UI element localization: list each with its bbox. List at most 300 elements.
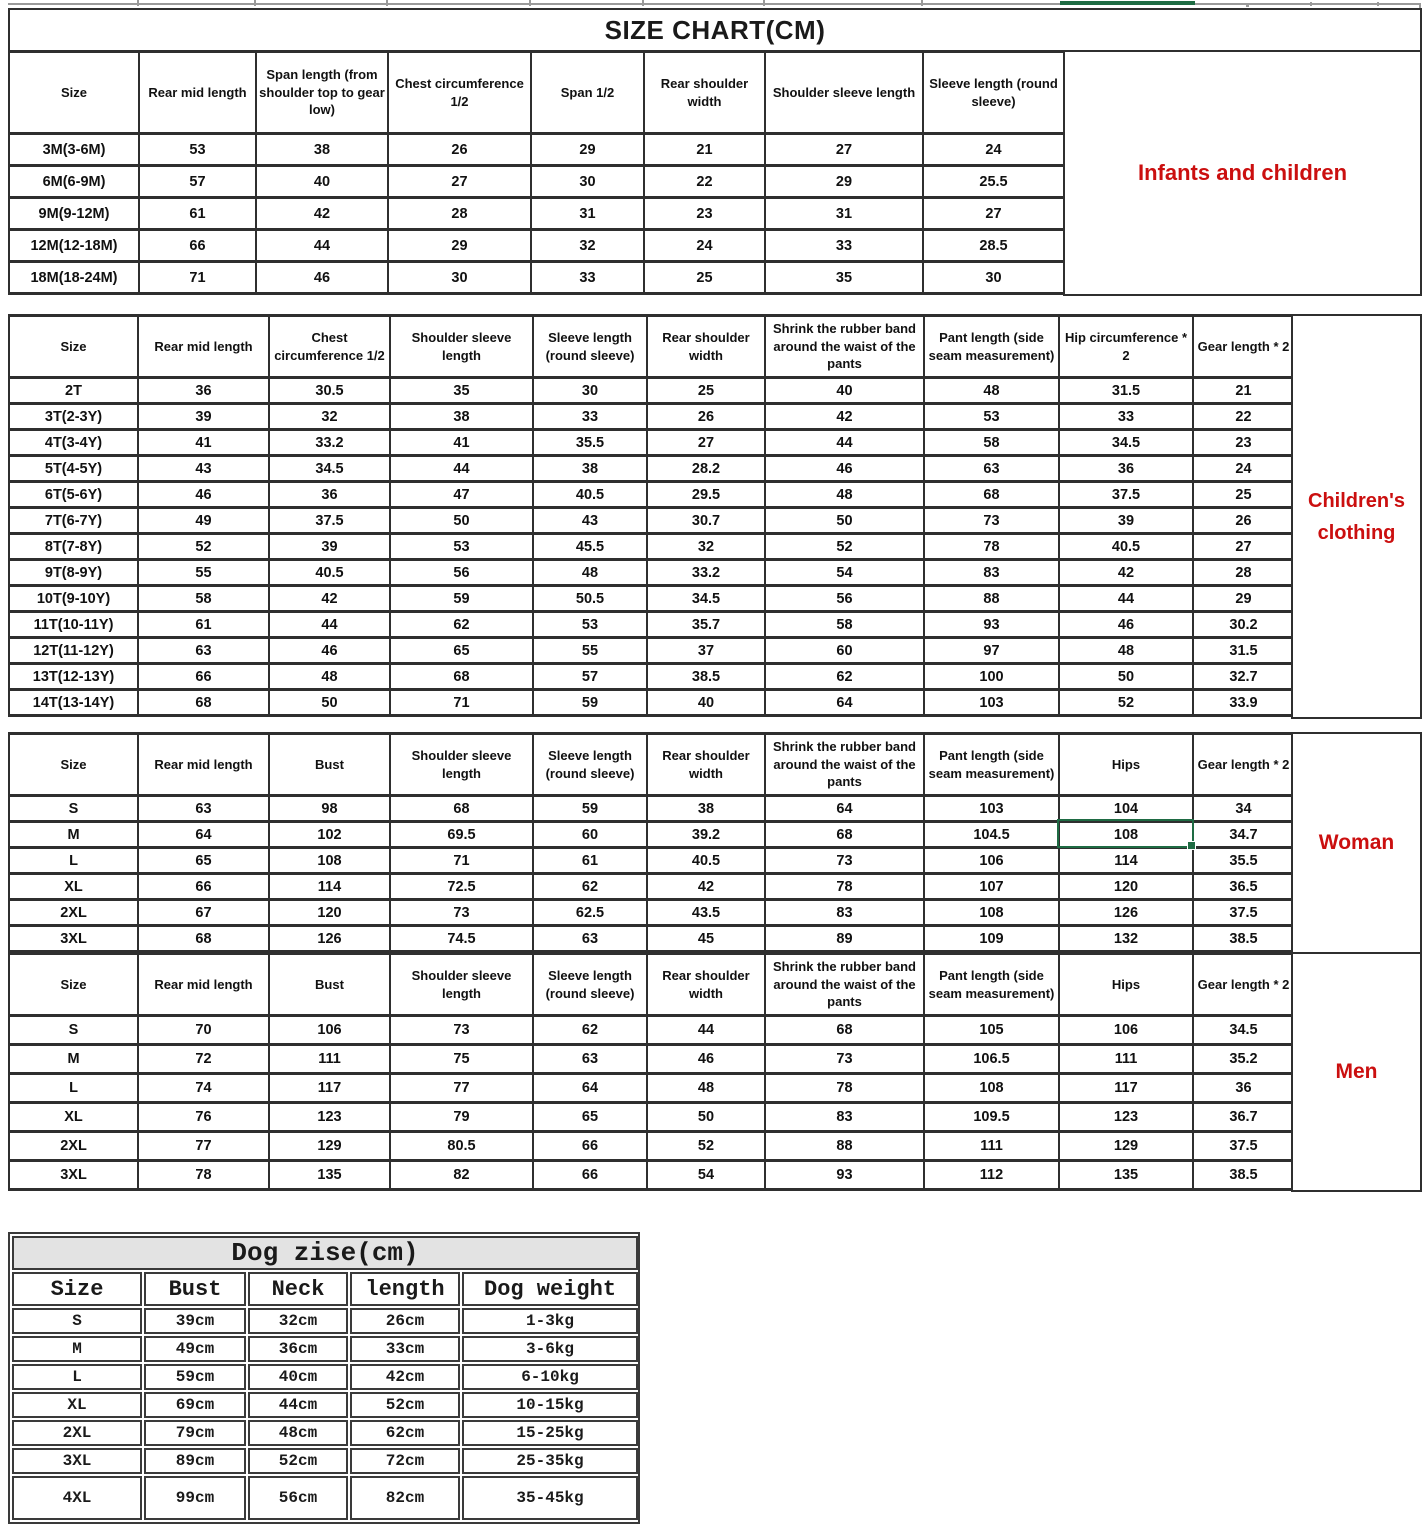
column-header: Shrink the rubber band around the waist of the pants: [765, 316, 924, 378]
value-cell: 36.5: [1193, 874, 1294, 900]
size-cell: S: [9, 796, 138, 822]
column-header: Sleeve length (round sleeve): [923, 52, 1064, 134]
value-cell: 34.5: [1059, 430, 1193, 456]
data-row: [12, 1336, 638, 1362]
value-cell: 37.5: [1059, 482, 1193, 508]
value-cell: 28.5: [923, 230, 1064, 262]
value-cell: 61: [138, 612, 269, 638]
value-cell: 112: [924, 1161, 1059, 1190]
value-cell: 15-25kg: [462, 1420, 638, 1446]
value-cell: 65: [533, 1103, 647, 1132]
value-cell: 63: [924, 456, 1059, 482]
value-cell: 38: [647, 796, 765, 822]
value-cell: 74: [138, 1074, 269, 1103]
size-cell: 6T(5-6Y): [9, 482, 138, 508]
grid-tick: [386, 0, 388, 6]
column-header: Dog weight: [462, 1272, 638, 1306]
size-cell: L: [12, 1364, 142, 1390]
grid-tick: [254, 0, 256, 6]
column-header: Size: [12, 1272, 142, 1306]
value-cell: 117: [269, 1074, 390, 1103]
value-cell: 120: [269, 900, 390, 926]
value-cell: 48cm: [248, 1420, 348, 1446]
value-cell: 48: [533, 560, 647, 586]
value-cell: 74.5: [390, 926, 533, 952]
data-row: [9, 664, 1294, 690]
value-cell: 55: [533, 638, 647, 664]
value-cell: 44: [647, 1016, 765, 1045]
value-cell: 117: [1059, 1074, 1193, 1103]
value-cell: 71: [390, 848, 533, 874]
value-cell: 108: [1059, 822, 1193, 848]
value-cell: 30.2: [1193, 612, 1294, 638]
value-cell: 89cm: [144, 1448, 246, 1474]
column-header: Gear length * 2: [1193, 954, 1294, 1016]
value-cell: 65: [138, 848, 269, 874]
value-cell: 88: [924, 586, 1059, 612]
column-header: Rear mid length: [138, 734, 269, 796]
size-cell: 2XL: [9, 1132, 138, 1161]
value-cell: 88: [765, 1132, 924, 1161]
value-cell: 40.5: [647, 848, 765, 874]
value-cell: 26: [647, 404, 765, 430]
value-cell: 100: [924, 664, 1059, 690]
size-cell: XL: [9, 874, 138, 900]
value-cell: 46: [256, 262, 388, 294]
size-cell: 9M(9-12M): [9, 198, 139, 230]
data-row: [12, 1420, 638, 1446]
size-cell: XL: [9, 1103, 138, 1132]
value-cell: 25: [644, 262, 765, 294]
column-header: Shoulder sleeve length: [390, 954, 533, 1016]
size-cell: 8T(7-8Y): [9, 534, 138, 560]
size-cell: XL: [12, 1392, 142, 1418]
value-cell: 34.5: [647, 586, 765, 612]
value-cell: 32: [269, 404, 390, 430]
value-cell: 66: [139, 230, 256, 262]
size-cell: 14T(13-14Y): [9, 690, 138, 716]
grid-tick: [921, 0, 923, 6]
size-cell: 3XL: [12, 1448, 142, 1474]
value-cell: 109.5: [924, 1103, 1059, 1132]
value-cell: 64: [138, 822, 269, 848]
value-cell: 33: [531, 262, 644, 294]
size-cell: 9T(8-9Y): [9, 560, 138, 586]
value-cell: 68: [765, 822, 924, 848]
value-cell: 77: [138, 1132, 269, 1161]
value-cell: 56: [390, 560, 533, 586]
value-cell: 39.2: [647, 822, 765, 848]
data-row: [9, 404, 1294, 430]
value-cell: 31: [531, 198, 644, 230]
column-header: Pant length (side seam measurement): [924, 734, 1059, 796]
column-header: Shoulder sleeve length: [765, 52, 923, 134]
value-cell: 38.5: [647, 664, 765, 690]
size-cell: 3M(3-6M): [9, 134, 139, 166]
value-cell: 63: [138, 638, 269, 664]
data-row: [9, 508, 1294, 534]
data-row: [12, 1308, 638, 1334]
value-cell: 49: [138, 508, 269, 534]
woman-label: [1291, 732, 1422, 954]
value-cell: 33: [533, 404, 647, 430]
value-cell: 34.5: [269, 456, 390, 482]
page-title: SIZE CHART(CM): [8, 8, 1422, 52]
value-cell: 40.5: [1059, 534, 1193, 560]
value-cell: 78: [138, 1161, 269, 1190]
value-cell: 32: [531, 230, 644, 262]
value-cell: 35: [765, 262, 923, 294]
column-header: Gear length * 2: [1193, 734, 1294, 796]
value-cell: 108: [924, 900, 1059, 926]
value-cell: 30: [531, 166, 644, 198]
value-cell: 68: [765, 1016, 924, 1045]
value-cell: 66: [138, 874, 269, 900]
men-label: [1291, 952, 1422, 1192]
value-cell: 29: [531, 134, 644, 166]
size-cell: L: [9, 1074, 138, 1103]
column-header: Rear shoulder width: [644, 52, 765, 134]
value-cell: 50: [765, 508, 924, 534]
value-cell: 30: [388, 262, 531, 294]
value-cell: 114: [1059, 848, 1193, 874]
value-cell: 22: [1193, 404, 1294, 430]
data-row: [9, 1132, 1294, 1161]
value-cell: 80.5: [390, 1132, 533, 1161]
size-cell: 3XL: [9, 926, 138, 952]
value-cell: 62: [533, 874, 647, 900]
data-row: [9, 638, 1294, 664]
column-header: Sleeve length (round sleeve): [533, 954, 647, 1016]
data-row: [9, 456, 1294, 482]
value-cell: 44: [256, 230, 388, 262]
size-cell: 11T(10-11Y): [9, 612, 138, 638]
value-cell: 28: [1193, 560, 1294, 586]
value-cell: 105: [924, 1016, 1059, 1045]
value-cell: 123: [269, 1103, 390, 1132]
size-cell: 3T(2-3Y): [9, 404, 138, 430]
data-row: [9, 378, 1294, 404]
size-cell: S: [9, 1016, 138, 1045]
value-cell: 53: [390, 534, 533, 560]
value-cell: 76: [138, 1103, 269, 1132]
value-cell: 106.5: [924, 1045, 1059, 1074]
value-cell: 31.5: [1059, 378, 1193, 404]
value-cell: 35.2: [1193, 1045, 1294, 1074]
value-cell: 31: [765, 198, 923, 230]
value-cell: 38: [256, 134, 388, 166]
value-cell: 46: [765, 456, 924, 482]
column-header: Shrink the rubber band around the waist of the pants: [765, 734, 924, 796]
value-cell: 26cm: [350, 1308, 460, 1334]
value-cell: 6-10kg: [462, 1364, 638, 1390]
value-cell: 52: [647, 1132, 765, 1161]
value-cell: 73: [390, 1016, 533, 1045]
value-cell: 36: [138, 378, 269, 404]
value-cell: 59: [533, 796, 647, 822]
value-cell: 24: [644, 230, 765, 262]
dog-table-frame: [8, 1232, 640, 1524]
column-header: Pant length (side seam measurement): [924, 954, 1059, 1016]
value-cell: 38: [390, 404, 533, 430]
data-row: [9, 874, 1294, 900]
value-cell: 103: [924, 796, 1059, 822]
value-cell: 41: [390, 430, 533, 456]
data-row: [9, 1161, 1294, 1190]
men-table: [8, 952, 1295, 1191]
value-cell: 63: [533, 1045, 647, 1074]
column-header: Bust: [144, 1272, 246, 1306]
value-cell: 50.5: [533, 586, 647, 612]
children-label: [1291, 314, 1422, 719]
data-row: [9, 230, 1064, 262]
column-header: Size: [9, 734, 138, 796]
header-row: [9, 52, 1064, 134]
grid-tick: [642, 0, 644, 6]
size-cell: 10T(9-10Y): [9, 586, 138, 612]
woman-label-text: Woman: [1318, 831, 1395, 855]
value-cell: 47: [390, 482, 533, 508]
column-header: Span 1/2: [531, 52, 644, 134]
value-cell: 58: [765, 612, 924, 638]
column-header: Size: [9, 316, 138, 378]
value-cell: 39: [138, 404, 269, 430]
column-header: Sleeve length (round sleeve): [533, 316, 647, 378]
value-cell: 52cm: [248, 1448, 348, 1474]
value-cell: 28.2: [647, 456, 765, 482]
column-header: Gear length * 2: [1193, 316, 1294, 378]
value-cell: 73: [390, 900, 533, 926]
value-cell: 32.7: [1193, 664, 1294, 690]
value-cell: 39cm: [144, 1308, 246, 1334]
value-cell: 41: [138, 430, 269, 456]
value-cell: 68: [390, 664, 533, 690]
value-cell: 37.5: [269, 508, 390, 534]
value-cell: 25: [1193, 482, 1294, 508]
data-row: [9, 1103, 1294, 1132]
value-cell: 83: [765, 1103, 924, 1132]
data-row: [9, 848, 1294, 874]
data-row: [9, 134, 1064, 166]
value-cell: 97: [924, 638, 1059, 664]
value-cell: 45.5: [533, 534, 647, 560]
value-cell: 54: [765, 560, 924, 586]
value-cell: 56: [765, 586, 924, 612]
value-cell: 77: [390, 1074, 533, 1103]
value-cell: 62cm: [350, 1420, 460, 1446]
value-cell: 50: [1059, 664, 1193, 690]
value-cell: 30.5: [269, 378, 390, 404]
value-cell: 49cm: [144, 1336, 246, 1362]
dog-table: [10, 1234, 640, 1522]
size-cell: M: [12, 1336, 142, 1362]
value-cell: 42: [256, 198, 388, 230]
column-header: Rear shoulder width: [647, 734, 765, 796]
size-cell: 3XL: [9, 1161, 138, 1190]
header-row: [12, 1272, 638, 1306]
value-cell: 50: [390, 508, 533, 534]
value-cell: 69cm: [144, 1392, 246, 1418]
value-cell: 135: [269, 1161, 390, 1190]
value-cell: 64: [765, 796, 924, 822]
value-cell: 30: [923, 262, 1064, 294]
value-cell: 59cm: [144, 1364, 246, 1390]
value-cell: 53: [924, 404, 1059, 430]
value-cell: 59: [533, 690, 647, 716]
header-row: [9, 734, 1294, 796]
value-cell: 103: [924, 690, 1059, 716]
woman-table: [8, 732, 1295, 953]
selected-column-indicator: [1060, 1, 1195, 5]
value-cell: 72: [138, 1045, 269, 1074]
value-cell: 1-3kg: [462, 1308, 638, 1334]
value-cell: 44cm: [248, 1392, 348, 1418]
value-cell: 71: [139, 262, 256, 294]
value-cell: 99cm: [144, 1476, 246, 1520]
size-cell: 12T(11-12Y): [9, 638, 138, 664]
header-row: [9, 316, 1294, 378]
size-cell: M: [9, 822, 138, 848]
size-cell: 12M(12-18M): [9, 230, 139, 262]
value-cell: 27: [388, 166, 531, 198]
infants-label-text: Infants and children: [1137, 160, 1348, 186]
value-cell: 42cm: [350, 1364, 460, 1390]
value-cell: 46: [269, 638, 390, 664]
value-cell: 43: [138, 456, 269, 482]
value-cell: 44: [1059, 586, 1193, 612]
size-cell: 2T: [9, 378, 138, 404]
dog-table-title: Dog zise(cm): [12, 1236, 638, 1270]
data-row: [12, 1364, 638, 1390]
column-header: Hip circumference * 2: [1059, 316, 1193, 378]
value-cell: 68: [390, 796, 533, 822]
value-cell: 27: [923, 198, 1064, 230]
value-cell: 75: [390, 1045, 533, 1074]
value-cell: 102: [269, 822, 390, 848]
value-cell: 29.5: [647, 482, 765, 508]
value-cell: 60: [765, 638, 924, 664]
value-cell: 52: [1059, 690, 1193, 716]
value-cell: 33.9: [1193, 690, 1294, 716]
column-header: Chest circumference 1/2: [269, 316, 390, 378]
value-cell: 73: [765, 848, 924, 874]
value-cell: 78: [765, 874, 924, 900]
value-cell: 56cm: [248, 1476, 348, 1520]
data-row: [9, 690, 1294, 716]
value-cell: 23: [1193, 430, 1294, 456]
value-cell: 44: [765, 430, 924, 456]
value-cell: 21: [644, 134, 765, 166]
value-cell: 106: [1059, 1016, 1193, 1045]
column-header: Span length (from shoulder top to gear low): [256, 52, 388, 134]
value-cell: 33: [1059, 404, 1193, 430]
value-cell: 37.5: [1193, 1132, 1294, 1161]
size-cell: M: [9, 1045, 138, 1074]
value-cell: 50: [269, 690, 390, 716]
grid-tick: [1310, 2, 1312, 6]
value-cell: 129: [1059, 1132, 1193, 1161]
size-cell: 4XL: [12, 1476, 142, 1520]
value-cell: 107: [924, 874, 1059, 900]
size-cell: L: [9, 848, 138, 874]
value-cell: 82cm: [350, 1476, 460, 1520]
value-cell: 40: [256, 166, 388, 198]
value-cell: 48: [647, 1074, 765, 1103]
data-row: [9, 534, 1294, 560]
value-cell: 38: [533, 456, 647, 482]
value-cell: 48: [269, 664, 390, 690]
value-cell: 48: [924, 378, 1059, 404]
value-cell: 61: [139, 198, 256, 230]
value-cell: 78: [765, 1074, 924, 1103]
column-header: Hips: [1059, 954, 1193, 1016]
value-cell: 108: [269, 848, 390, 874]
value-cell: 65: [390, 638, 533, 664]
value-cell: 32: [647, 534, 765, 560]
value-cell: 27: [765, 134, 923, 166]
value-cell: 36cm: [248, 1336, 348, 1362]
column-header: Hips: [1059, 734, 1193, 796]
data-row: [9, 262, 1064, 294]
value-cell: 43: [533, 508, 647, 534]
value-cell: 60: [533, 822, 647, 848]
column-header: Shrink the rubber band around the waist of the pants: [765, 954, 924, 1016]
value-cell: 46: [1059, 612, 1193, 638]
column-header: Shoulder sleeve length: [390, 316, 533, 378]
value-cell: 52: [138, 534, 269, 560]
value-cell: 71: [390, 690, 533, 716]
data-row: [12, 1392, 638, 1418]
value-cell: 78: [924, 534, 1059, 560]
value-cell: 36: [269, 482, 390, 508]
data-row: [9, 1074, 1294, 1103]
value-cell: 108: [924, 1074, 1059, 1103]
size-cell: 18M(18-24M): [9, 262, 139, 294]
value-cell: 61: [533, 848, 647, 874]
value-cell: 66: [533, 1161, 647, 1190]
size-cell: 2XL: [12, 1420, 142, 1446]
size-cell: S: [12, 1308, 142, 1334]
infants-label: [1063, 50, 1422, 296]
value-cell: 29: [765, 166, 923, 198]
column-header: Shoulder sleeve length: [390, 734, 533, 796]
value-cell: 38.5: [1193, 926, 1294, 952]
data-row: [9, 1016, 1294, 1045]
value-cell: 64: [533, 1074, 647, 1103]
column-header: Bust: [269, 734, 390, 796]
value-cell: 40.5: [269, 560, 390, 586]
value-cell: 98: [269, 796, 390, 822]
data-row: [9, 586, 1294, 612]
value-cell: 30.7: [647, 508, 765, 534]
size-cell: 2XL: [9, 900, 138, 926]
value-cell: 3-6kg: [462, 1336, 638, 1362]
value-cell: 104.5: [924, 822, 1059, 848]
value-cell: 42: [269, 586, 390, 612]
value-cell: 52cm: [350, 1392, 460, 1418]
value-cell: 33.2: [647, 560, 765, 586]
value-cell: 120: [1059, 874, 1193, 900]
value-cell: 29: [388, 230, 531, 262]
value-cell: 69.5: [390, 822, 533, 848]
column-header: Chest circumference 1/2: [388, 52, 531, 134]
value-cell: 52: [765, 534, 924, 560]
grid-tick: [763, 0, 765, 6]
value-cell: 62: [390, 612, 533, 638]
column-header: length: [350, 1272, 460, 1306]
value-cell: 26: [388, 134, 531, 166]
value-cell: 135: [1059, 1161, 1193, 1190]
